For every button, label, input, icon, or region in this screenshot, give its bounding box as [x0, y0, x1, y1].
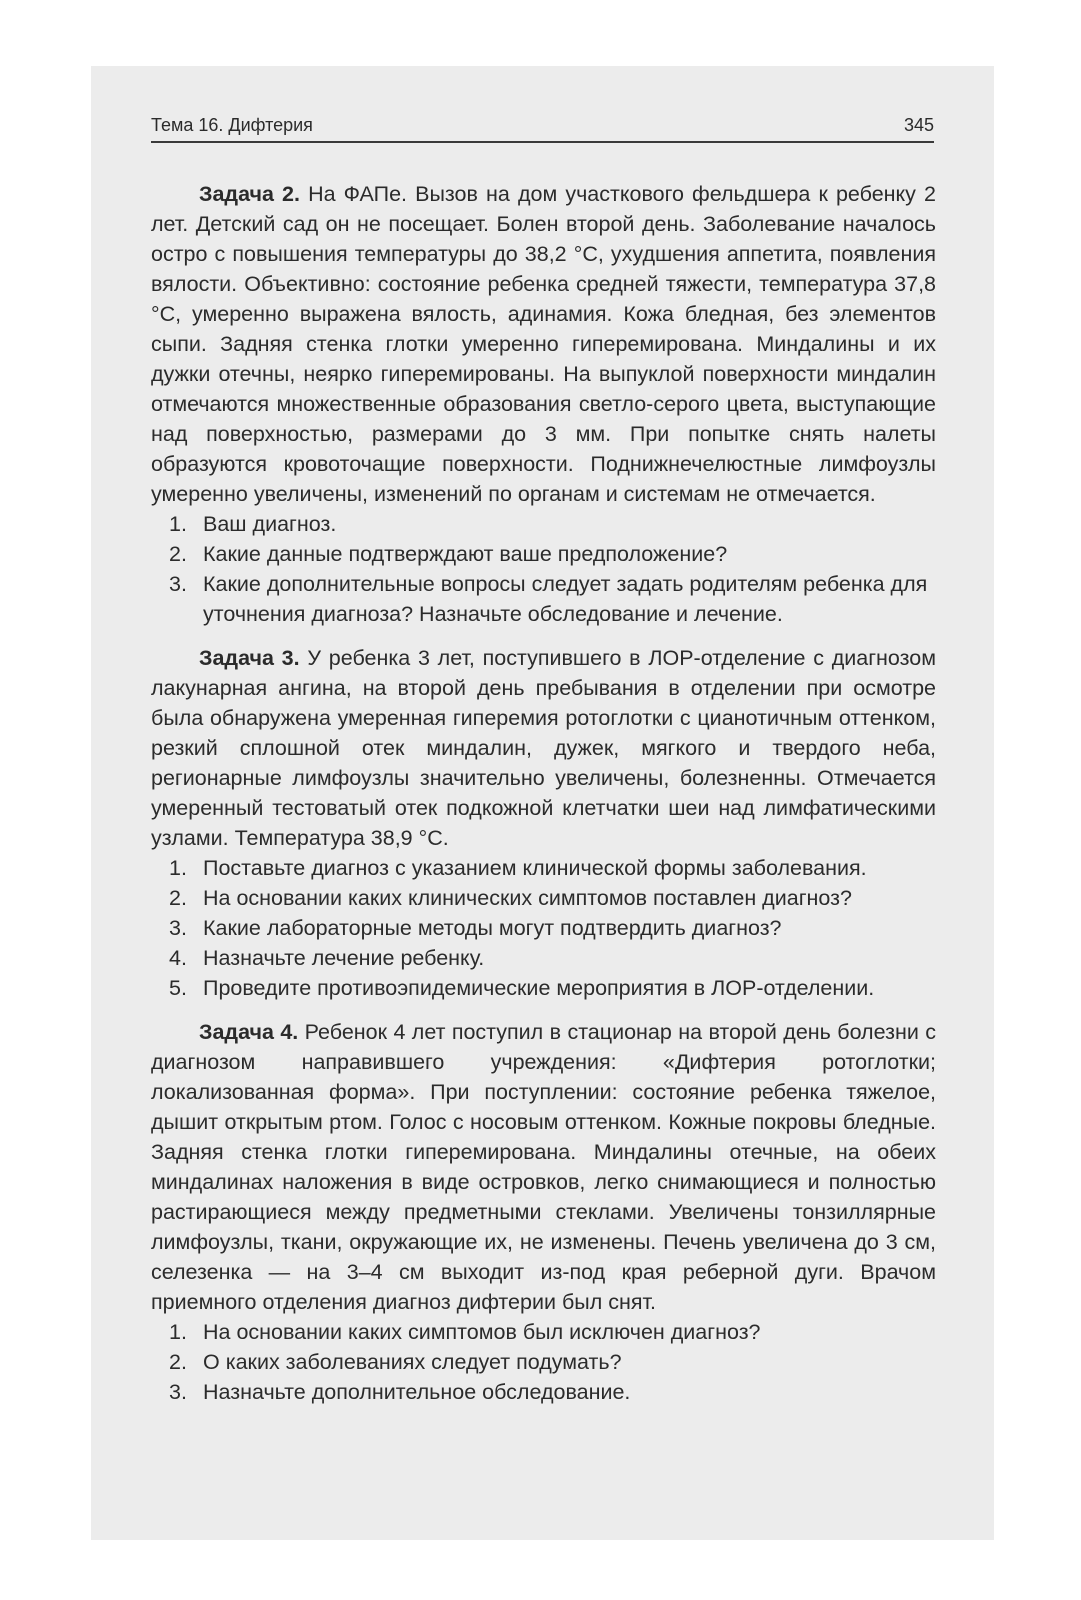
question-number: 1. [169, 512, 187, 536]
question-item [151, 1377, 936, 1407]
task-label: Задача 3. [199, 646, 300, 670]
question-item [151, 943, 936, 973]
question-number: 2. [169, 542, 187, 566]
question-text: Какие дополнительные вопросы следует задать родителям ребенка для уточнения диагноза? Назначьте обследование и лечение. [203, 572, 928, 626]
task-label: Задача 2. [199, 182, 300, 206]
question-text: О каких заболеваниях следует подумать? [203, 1350, 622, 1374]
question-number: 3. [169, 572, 187, 596]
question-text: Назначьте лечение ребенку. [203, 946, 485, 970]
question-number: 4. [169, 946, 187, 970]
question-list [151, 853, 936, 1003]
question-number: 3. [169, 916, 187, 940]
question-list [151, 509, 936, 629]
running-head [151, 113, 934, 143]
page-content [151, 179, 936, 1421]
task-paragraph [151, 1017, 936, 1317]
question-text: Ваш диагноз. [203, 512, 337, 536]
question-text: Какие данные подтверждают ваше предположение? [203, 542, 728, 566]
question-number: 1. [169, 1320, 187, 1344]
question-number: 1. [169, 856, 187, 880]
question-text: Поставьте диагноз с указанием клинической формы заболевания. [203, 856, 867, 880]
task-text: На ФАПе. Вызов на дом участкового фельдшера к ребенку 2 лет. Детский сад он не посещает. Болен второй день. Заболевание началось остро с повышения температуры до 38,2 °С, ухудшения аппетита, появления вялости. Объективно: состояние ребенка средней тяжести, температура 37,8 °С, умеренно выражена вялость, адинамия. Кожа бледная, без элементов сыпи. Задняя стенка глотки умеренно гиперемирована. Миндалины и их дужки отечны, неярко гиперемированы. На выпуклой поверхности миндалин отмечаются множественные образования светло-серого цвета, выступающие над поверхностью, размерами до 3 мм. При попытке снять налеты образуются кровоточащие поверхности. Поднижнечелюстные лимфоузлы умеренно увеличены, изменений по органам и системам не отмечается. [151, 182, 936, 506]
question-item [151, 1317, 936, 1347]
page-number: 345 [903, 115, 934, 135]
question-number: 5. [169, 976, 187, 1000]
question-text: На основании каких клинических симптомов поставлен диагноз? [203, 886, 852, 910]
question-item [151, 973, 936, 1003]
question-number: 2. [169, 886, 187, 910]
task-3 [151, 643, 936, 1003]
question-item [151, 853, 936, 883]
question-list [151, 1317, 936, 1407]
task-2 [151, 179, 936, 629]
question-number: 2. [169, 1350, 187, 1374]
question-item [151, 913, 936, 943]
book-page [91, 66, 994, 1540]
question-item [151, 1347, 936, 1377]
task-4 [151, 1017, 936, 1407]
question-text: Проведите противоэпидемические мероприятия в ЛОР-отделении. [203, 976, 875, 1000]
question-item [151, 509, 936, 539]
running-head-title: Тема 16. Дифтерия [151, 115, 313, 135]
question-item [151, 569, 936, 629]
question-text: На основании каких симптомов был исключен диагноз? [203, 1320, 761, 1344]
task-label: Задача 4. [199, 1020, 299, 1044]
task-text: У ребенка 3 лет, поступившего в ЛОР-отделение с диагнозом лакунарная ангина, на второй день пребывания в отделении при осмотре была обнаружена умеренная гиперемия ротоглотки с цианотичным оттенком, резкий сплошной отек миндалин, дужек, мягкого и твердого неба, регионарные лимфоузлы значительно увеличены, болезненны. Отмечается умеренный тестоватый отек подкожной клетчатки шеи над лимфатическими узлами. Температура 38,9 °С. [151, 646, 936, 850]
task-paragraph [151, 179, 936, 509]
task-text: Ребенок 4 лет поступил в стационар на второй день болезни с диагнозом направившего учреждения: «Дифтерия ротоглотки; локализованная форма». При поступлении: состояние ребенка тяжелое, дышит открытым ртом. Голос с носовым оттенком. Кожные покровы бледные. Задняя стенка глотки гиперемирована. Миндалины отечные, на обеих миндалинах наложения в виде островков, легко снимающиеся и полностью растирающиеся между предметными стеклами. Увеличены тонзиллярные лимфоузлы, ткани, окружающие их, не изменены. Печень увеличена до 3 см, селезенка — на 3–4 см выходит из-под края реберной дуги. Врачом приемного отделения диагноз дифтерии был снят. [151, 1020, 936, 1314]
question-item [151, 539, 936, 569]
task-paragraph [151, 643, 936, 853]
question-item [151, 883, 936, 913]
question-text: Назначьте дополнительное обследование. [203, 1380, 631, 1404]
question-number: 3. [169, 1380, 187, 1404]
question-text: Какие лабораторные методы могут подтвердить диагноз? [203, 916, 782, 940]
